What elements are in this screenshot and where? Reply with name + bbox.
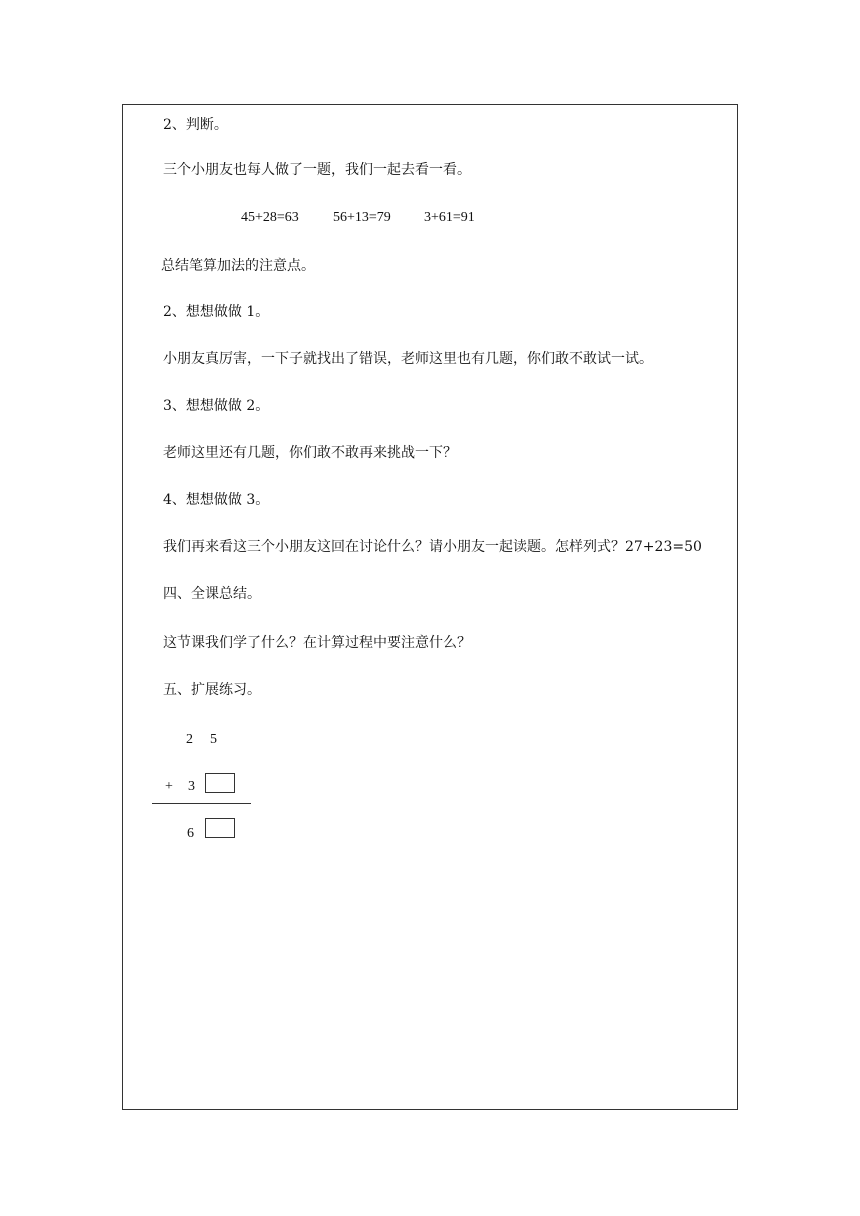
exercise-2-text: 老师这里还有几题，你们敢不敢再来挑战一下？ — [163, 445, 457, 461]
equation-2: 56+13=79 — [333, 210, 391, 225]
plus-sign: + — [165, 779, 173, 794]
sum-line — [152, 803, 251, 804]
exercise-1-heading: 2、想想做做 1。 — [163, 304, 270, 320]
section-judge-heading: 2、判断。 — [163, 117, 228, 133]
addend-1-ones: 5 — [210, 732, 217, 747]
exercise-3-text: 我们再来看这三个小朋友这回在讨论什么？请小朋友一起读题。怎样列式？27+23=50 — [163, 539, 702, 555]
addend-1-tens: 2 — [186, 732, 193, 747]
exercise-1-text: 小朋友真厉害，一下子就找出了错误，老师这里也有几题，你们敢不敢试一试。 — [163, 351, 653, 367]
exercise-3-heading: 4、想想做做 3。 — [163, 492, 270, 508]
summary-questions: 这节课我们学了什么？在计算过程中要注意什么？ — [163, 635, 471, 651]
equation-1: 45+28=63 — [241, 210, 299, 225]
sum-tens: 6 — [187, 826, 194, 841]
exercise-2-heading: 3、想想做做 2。 — [163, 398, 270, 414]
judge-instruction: 三个小朋友也每人做了一题，我们一起去看一看。 — [163, 162, 471, 178]
equation-3: 3+61=91 — [424, 210, 475, 225]
section-summary-heading: 四、全课总结。 — [163, 586, 261, 602]
sum-ones-blank — [205, 818, 235, 838]
lesson-plan-frame — [122, 104, 738, 1110]
addend-2-tens: 3 — [188, 779, 195, 794]
section-extension-heading: 五、扩展练习。 — [163, 682, 261, 698]
addend-2-ones-blank — [205, 773, 235, 793]
summary-note: 总结笔算加法的注意点。 — [161, 258, 315, 274]
